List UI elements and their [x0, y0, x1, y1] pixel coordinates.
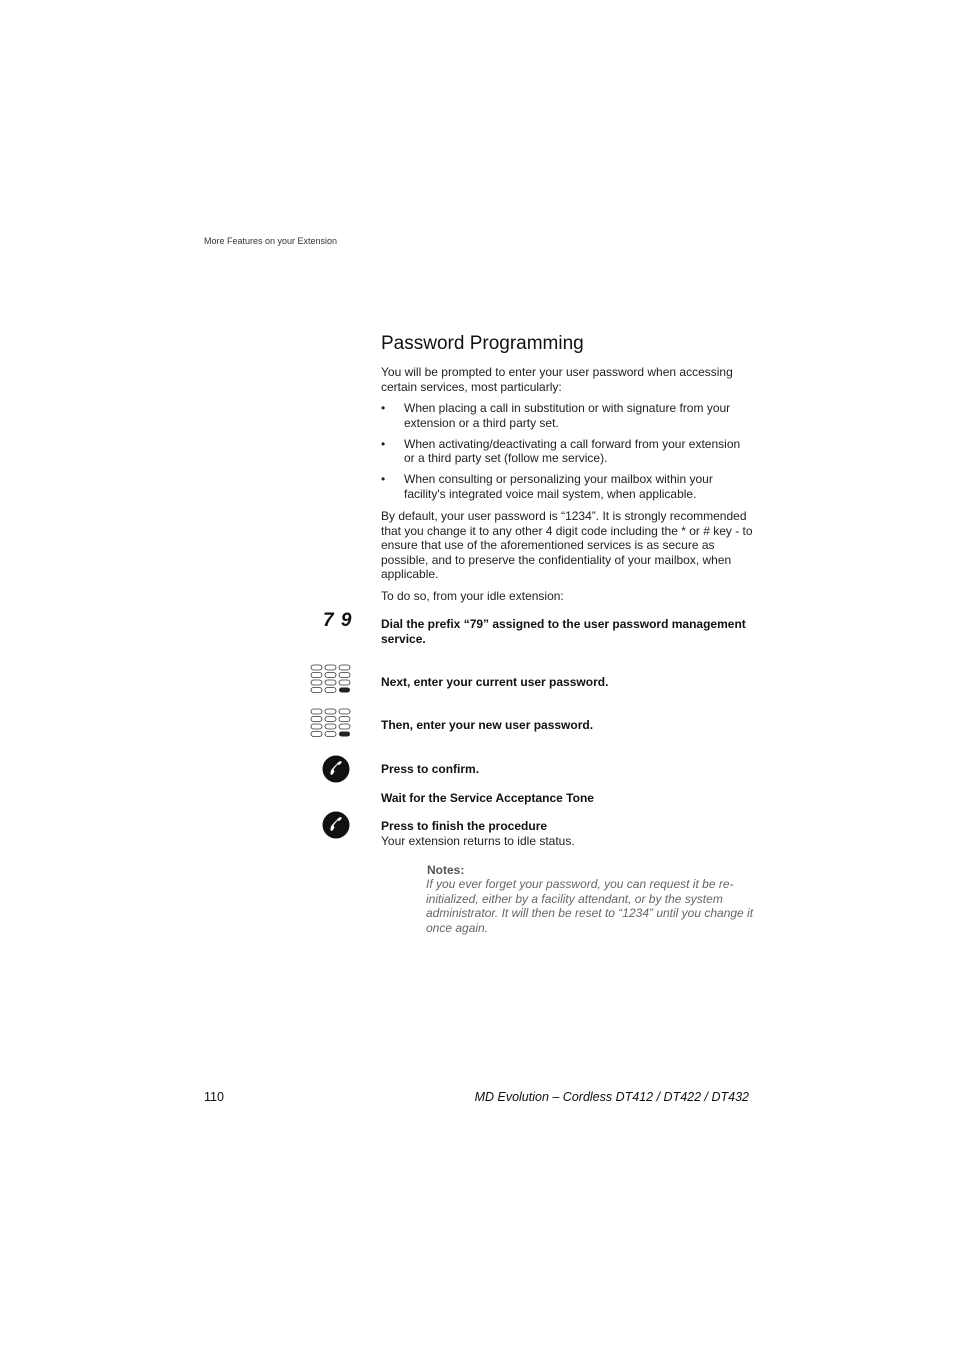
list-item-text: When consulting or personalizing your mailbox within your facility's integrated voice mail system, when applicable.: [404, 472, 713, 501]
step-dial-prefix: Dial the prefix “79” assigned to the user password management service.: [381, 617, 746, 646]
step-finish-label: Press to finish the procedure: [381, 819, 548, 833]
list-item: [381, 472, 753, 501]
list-item-text: When activating/deactivating a call forward from your extension or a third party set (follow me service).: [404, 436, 741, 466]
section-title: Password Programming: [381, 333, 584, 354]
list-item: [381, 437, 753, 466]
running-header: More Features on your Extension: [204, 236, 338, 246]
handset-hook-icon: [322, 811, 350, 839]
default-password-paragraph: By default, your user password is “1234”. It is strongly recommended that you change it to any other 4 digit code including the * or # key - to ensure that use of the aforementioned services is as secure as possible, and to preserve the confidentiality of your mailbox, when applicable.: [381, 509, 753, 582]
bullet-marker: •: [381, 436, 386, 451]
handset-hook-icon: [322, 755, 350, 783]
list-item: [381, 401, 753, 430]
step-enter-current-password: Next, enter your current user password.: [381, 675, 609, 689]
page-number: 110: [204, 1090, 224, 1104]
bullet-marker: •: [381, 472, 386, 487]
step-finish-result: Your extension returns to idle status.: [381, 834, 575, 848]
step-wait-tone: Wait for the Service Acceptance Tone: [381, 791, 594, 805]
prefix-code: 7 9: [323, 610, 353, 631]
keypad-icon: [309, 708, 353, 738]
bullet-marker: •: [381, 401, 386, 415]
intro-paragraph: You will be prompted to enter your user password when accessing certain services, most particularly:: [381, 365, 733, 394]
services-list: [381, 401, 753, 508]
keypad-icon: [309, 664, 353, 694]
notes-text: If you ever forget your password, you can request it be re-initialized, either by a facility attendant, or by the system administrator. It will then be reset to “1234” until you change it once again.: [426, 877, 754, 935]
step-enter-new-password: Then, enter your new user password.: [381, 718, 594, 732]
list-item-text: When placing a call in substitution or with signature from your extension or a third party set.: [404, 401, 731, 430]
step-confirm: Press to confirm.: [381, 762, 480, 776]
step-finish: [381, 819, 753, 849]
notes-title: Notes:: [427, 863, 465, 877]
document-title: MD Evolution – Cordless DT412 / DT422 / DT432: [474, 1090, 749, 1104]
lead-in-paragraph: To do so, from your idle extension:: [381, 589, 564, 603]
